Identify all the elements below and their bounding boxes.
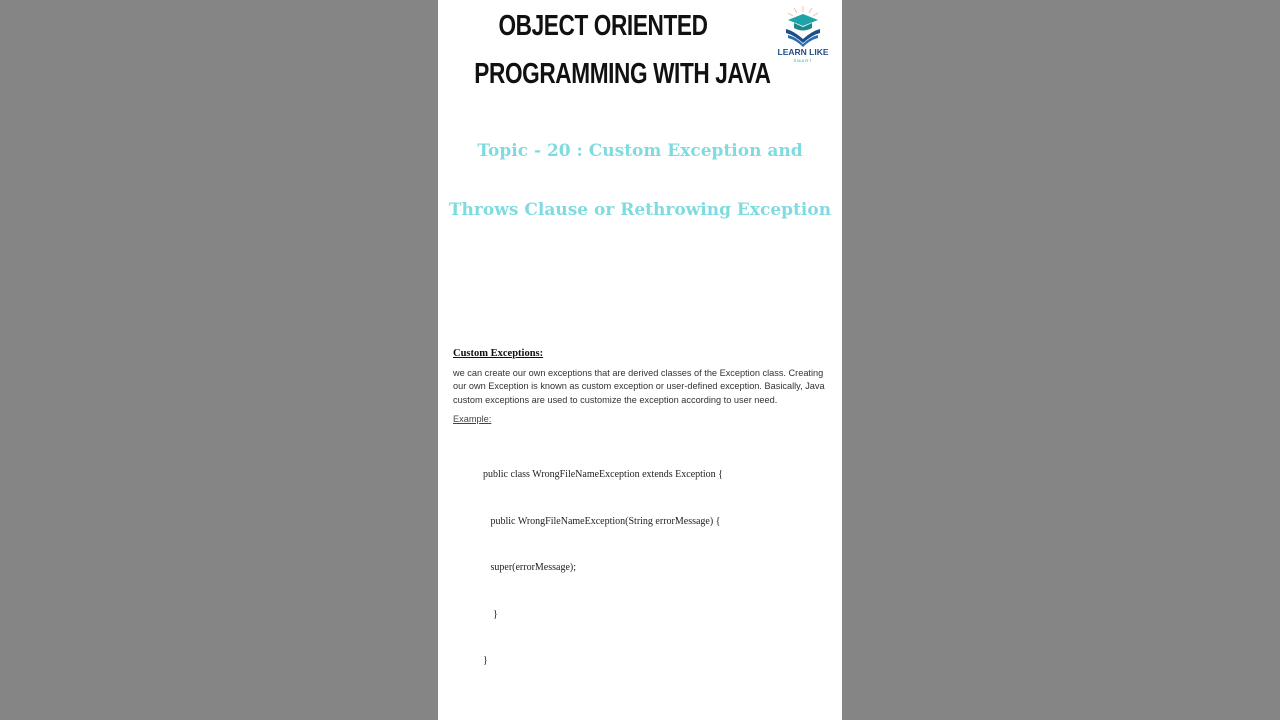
- svg-text:LEARN LIKE: LEARN LIKE: [777, 47, 829, 57]
- code-line: }: [483, 608, 498, 620]
- code-line: public class WrongFileNameException extends Exception {: [483, 469, 723, 480]
- topic-line-2: Throws Clause or Rethrowing Exception: [448, 200, 832, 220]
- code-block: [483, 436, 723, 700]
- svg-text:SMART: SMART: [793, 58, 813, 63]
- code-line: super(errorMessage);: [483, 562, 577, 573]
- section-heading: Custom Exceptions:: [453, 348, 544, 359]
- example-label: Example:: [453, 414, 492, 424]
- learn-like-smart-logo: [772, 4, 834, 64]
- code-line: public WrongFileNameException(String errorMessage) {: [483, 515, 721, 527]
- topic-line-1: Topic - 20 : Custom Exception and: [477, 141, 803, 161]
- graduation-book-icon: [772, 4, 834, 64]
- description-paragraph: we can create our own exceptions that are derived classes of the Exception class. Creating our own Exception is known as custom exception or user-defined exception. Basically, Java custom exceptions are used to customize the exception according to user need.: [453, 368, 825, 405]
- code-line: }: [483, 655, 488, 666]
- slide-page: [438, 0, 842, 720]
- title-line-2: PROGRAMMING WITH JAVA: [474, 58, 771, 90]
- title-line-1: OBJECT ORIENTED: [498, 10, 708, 42]
